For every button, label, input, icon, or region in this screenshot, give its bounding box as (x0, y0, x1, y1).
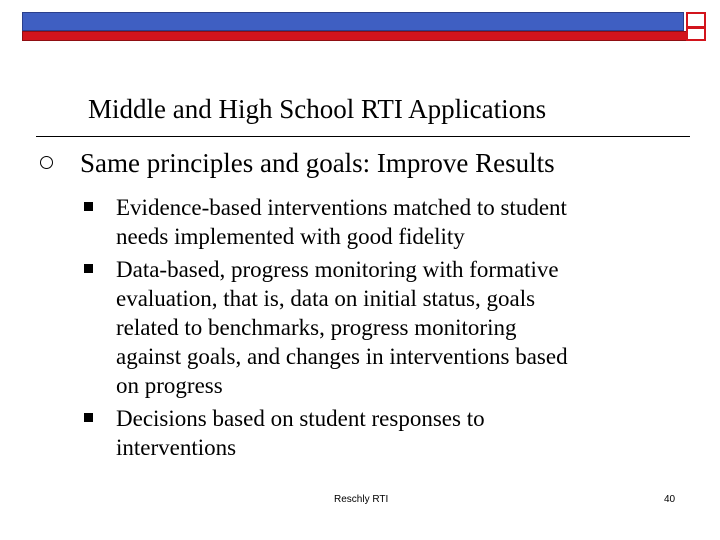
filled-square-bullet-icon (84, 413, 93, 422)
sub-bullet-list (0, 193, 720, 466)
header-red-bar (22, 31, 706, 41)
page-number: 40 (664, 494, 676, 505)
filled-square-bullet-icon (84, 202, 93, 211)
header-corner-square (686, 12, 706, 41)
main-bullet-text: Same principles and goals: Improve Results (80, 148, 555, 178)
title-divider (36, 136, 690, 137)
footer-source: Reschly RTI (334, 494, 389, 505)
sub-bullet-item (0, 193, 720, 251)
header-blue-bar (22, 12, 684, 31)
sub-bullet-text: Decisions based on student responses to interventions (116, 406, 485, 460)
slide-title: Middle and High School RTI Applications (88, 94, 547, 124)
sub-bullet-text: Data-based, progress monitoring with formative evaluation, that is, data on initial status, goals related to benchmarks, progress monitoring against goals, and changes in interventions based on progress (116, 257, 568, 398)
hollow-circle-bullet-icon (40, 156, 53, 169)
sub-bullet-text: Evidence-based interventions matched to student needs implemented with good fidelity (116, 195, 567, 249)
sub-bullet-item (0, 404, 720, 462)
filled-square-bullet-icon (84, 264, 93, 273)
sub-bullet-item (0, 255, 720, 400)
